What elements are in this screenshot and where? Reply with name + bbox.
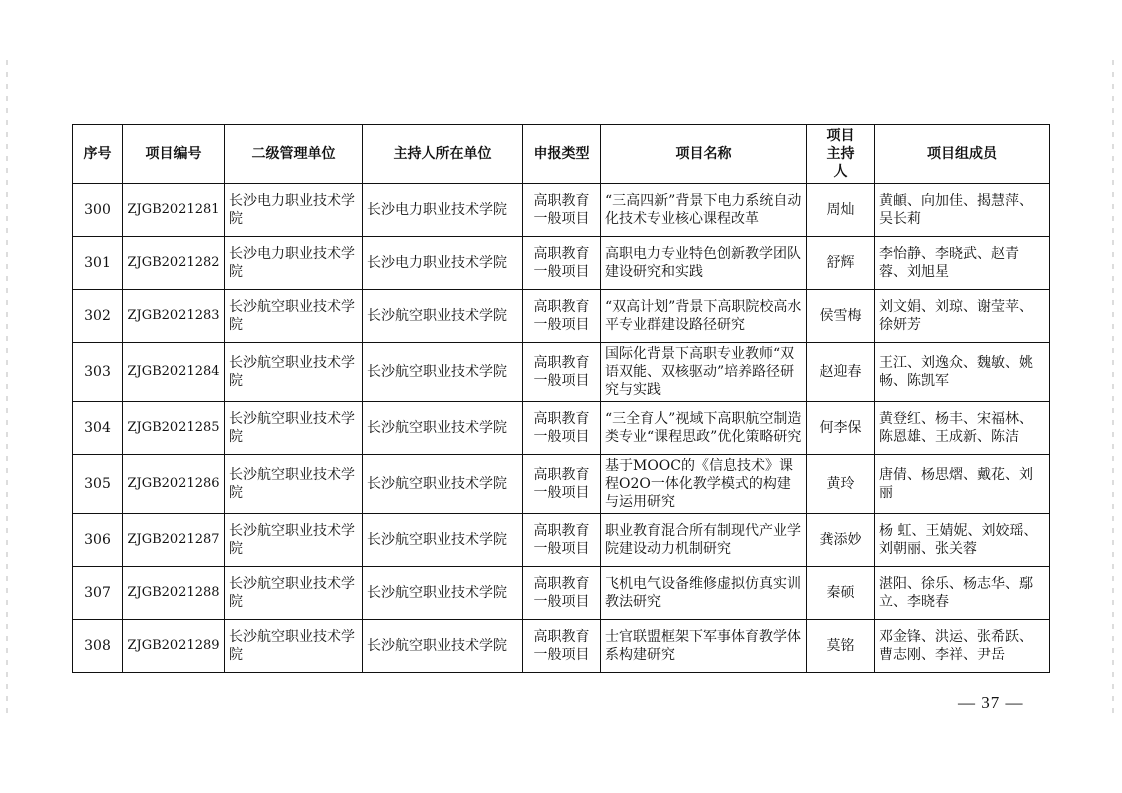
table-body bbox=[73, 184, 1050, 673]
table-row bbox=[73, 402, 1050, 455]
cell-code: ZJGB2021283 bbox=[123, 290, 225, 343]
table-header-row bbox=[73, 125, 1050, 184]
cell-name: “双高计划”背景下高职院校高水平专业群建设路径研究 bbox=[601, 290, 807, 343]
cell-seq: 307 bbox=[73, 567, 123, 620]
table-row bbox=[73, 343, 1050, 402]
cell-code: ZJGB2021286 bbox=[123, 455, 225, 514]
cell-leader: 侯雪梅 bbox=[807, 290, 875, 343]
cell-code: ZJGB2021282 bbox=[123, 237, 225, 290]
table-row bbox=[73, 184, 1050, 237]
header-seq: 序号 bbox=[73, 125, 123, 184]
header-code: 项目编号 bbox=[123, 125, 225, 184]
cell-seq: 300 bbox=[73, 184, 123, 237]
cell-name: 士官联盟框架下军事体育教学体系构建研究 bbox=[601, 620, 807, 673]
header-leader: 项目主持人 bbox=[807, 125, 875, 184]
scan-edge-marks-left bbox=[6, 60, 8, 720]
header-type: 申报类型 bbox=[523, 125, 601, 184]
cell-members: 李怡静、李晓武、赵青蓉、刘旭星 bbox=[875, 237, 1050, 290]
cell-type: 高职教育一般项目 bbox=[523, 402, 601, 455]
cell-type: 高职教育一般项目 bbox=[523, 184, 601, 237]
cell-name: 国际化背景下高职专业教师“双语双能、双核驱动”培养路径研究与实践 bbox=[601, 343, 807, 402]
cell-leader: 何李保 bbox=[807, 402, 875, 455]
table-row bbox=[73, 237, 1050, 290]
cell-seq: 308 bbox=[73, 620, 123, 673]
cell-name: 飞机电气设备维修虚拟仿真实训教法研究 bbox=[601, 567, 807, 620]
cell-host-unit: 长沙航空职业技术学院 bbox=[363, 290, 523, 343]
cell-type: 高职教育一般项目 bbox=[523, 514, 601, 567]
cell-seq: 302 bbox=[73, 290, 123, 343]
cell-name: “三全育人”视域下高职航空制造类专业“课程思政”优化策略研究 bbox=[601, 402, 807, 455]
header-members: 项目组成员 bbox=[875, 125, 1050, 184]
cell-host-unit: 长沙航空职业技术学院 bbox=[363, 455, 523, 514]
cell-code: ZJGB2021288 bbox=[123, 567, 225, 620]
table-row bbox=[73, 455, 1050, 514]
cell-unit: 长沙航空职业技术学院 bbox=[225, 514, 363, 567]
cell-host-unit: 长沙航空职业技术学院 bbox=[363, 567, 523, 620]
cell-name: “三高四新”背景下电力系统自动化技术专业核心课程改革 bbox=[601, 184, 807, 237]
cell-members: 湛阳、徐乐、杨志华、鄢立、李晓春 bbox=[875, 567, 1050, 620]
cell-code: ZJGB2021285 bbox=[123, 402, 225, 455]
cell-type: 高职教育一般项目 bbox=[523, 290, 601, 343]
cell-unit: 长沙航空职业技术学院 bbox=[225, 402, 363, 455]
table-row bbox=[73, 514, 1050, 567]
cell-unit: 长沙航空职业技术学院 bbox=[225, 455, 363, 514]
cell-members: 杨 虹、王婧妮、刘姣瑶、刘朝丽、张关蓉 bbox=[875, 514, 1050, 567]
cell-members: 黄頔、向加佳、揭慧萍、吴长莉 bbox=[875, 184, 1050, 237]
cell-members: 刘文娟、刘琼、谢莹苹、徐妍芳 bbox=[875, 290, 1050, 343]
cell-seq: 303 bbox=[73, 343, 123, 402]
cell-host-unit: 长沙航空职业技术学院 bbox=[363, 620, 523, 673]
header-host-unit: 主持人所在单位 bbox=[363, 125, 523, 184]
table-row bbox=[73, 290, 1050, 343]
cell-code: ZJGB2021289 bbox=[123, 620, 225, 673]
cell-seq: 306 bbox=[73, 514, 123, 567]
cell-seq: 304 bbox=[73, 402, 123, 455]
cell-members: 唐倩、杨思熠、戴花、刘丽 bbox=[875, 455, 1050, 514]
cell-host-unit: 长沙航空职业技术学院 bbox=[363, 514, 523, 567]
project-table bbox=[72, 124, 1050, 673]
cell-type: 高职教育一般项目 bbox=[523, 620, 601, 673]
cell-unit: 长沙航空职业技术学院 bbox=[225, 620, 363, 673]
cell-leader: 秦硕 bbox=[807, 567, 875, 620]
cell-leader: 黄玲 bbox=[807, 455, 875, 514]
cell-unit: 长沙航空职业技术学院 bbox=[225, 567, 363, 620]
cell-leader: 龚添妙 bbox=[807, 514, 875, 567]
cell-leader: 舒辉 bbox=[807, 237, 875, 290]
cell-host-unit: 长沙航空职业技术学院 bbox=[363, 402, 523, 455]
cell-name: 基于MOOC的《信息技术》课程O2O一体化教学模式的构建与运用研究 bbox=[601, 455, 807, 514]
cell-seq: 305 bbox=[73, 455, 123, 514]
header-name: 项目名称 bbox=[601, 125, 807, 184]
cell-type: 高职教育一般项目 bbox=[523, 343, 601, 402]
cell-members: 王江、刘逸众、魏敏、姚畅、陈凯军 bbox=[875, 343, 1050, 402]
cell-type: 高职教育一般项目 bbox=[523, 455, 601, 514]
cell-host-unit: 长沙电力职业技术学院 bbox=[363, 237, 523, 290]
cell-type: 高职教育一般项目 bbox=[523, 237, 601, 290]
cell-unit: 长沙电力职业技术学院 bbox=[225, 184, 363, 237]
cell-type: 高职教育一般项目 bbox=[523, 567, 601, 620]
cell-name: 高职电力专业特色创新教学团队建设研究和实践 bbox=[601, 237, 807, 290]
table-row bbox=[73, 620, 1050, 673]
cell-unit: 长沙航空职业技术学院 bbox=[225, 290, 363, 343]
cell-leader: 赵迎春 bbox=[807, 343, 875, 402]
cell-unit: 长沙电力职业技术学院 bbox=[225, 237, 363, 290]
cell-host-unit: 长沙电力职业技术学院 bbox=[363, 184, 523, 237]
cell-host-unit: 长沙航空职业技术学院 bbox=[363, 343, 523, 402]
cell-code: ZJGB2021287 bbox=[123, 514, 225, 567]
cell-seq: 301 bbox=[73, 237, 123, 290]
cell-leader: 莫铭 bbox=[807, 620, 875, 673]
page-number: — 37 — bbox=[958, 693, 1024, 712]
table-row bbox=[73, 567, 1050, 620]
header-unit: 二级管理单位 bbox=[225, 125, 363, 184]
cell-code: ZJGB2021281 bbox=[123, 184, 225, 237]
cell-name: 职业教育混合所有制现代产业学院建设动力机制研究 bbox=[601, 514, 807, 567]
cell-members: 邓金锋、洪运、张希跃、曹志刚、李祥、尹岳 bbox=[875, 620, 1050, 673]
scan-edge-marks-right bbox=[1112, 60, 1114, 720]
cell-members: 黄登红、杨丰、宋福林、陈恩雄、王成新、陈洁 bbox=[875, 402, 1050, 455]
cell-unit: 长沙航空职业技术学院 bbox=[225, 343, 363, 402]
cell-leader: 周灿 bbox=[807, 184, 875, 237]
cell-code: ZJGB2021284 bbox=[123, 343, 225, 402]
